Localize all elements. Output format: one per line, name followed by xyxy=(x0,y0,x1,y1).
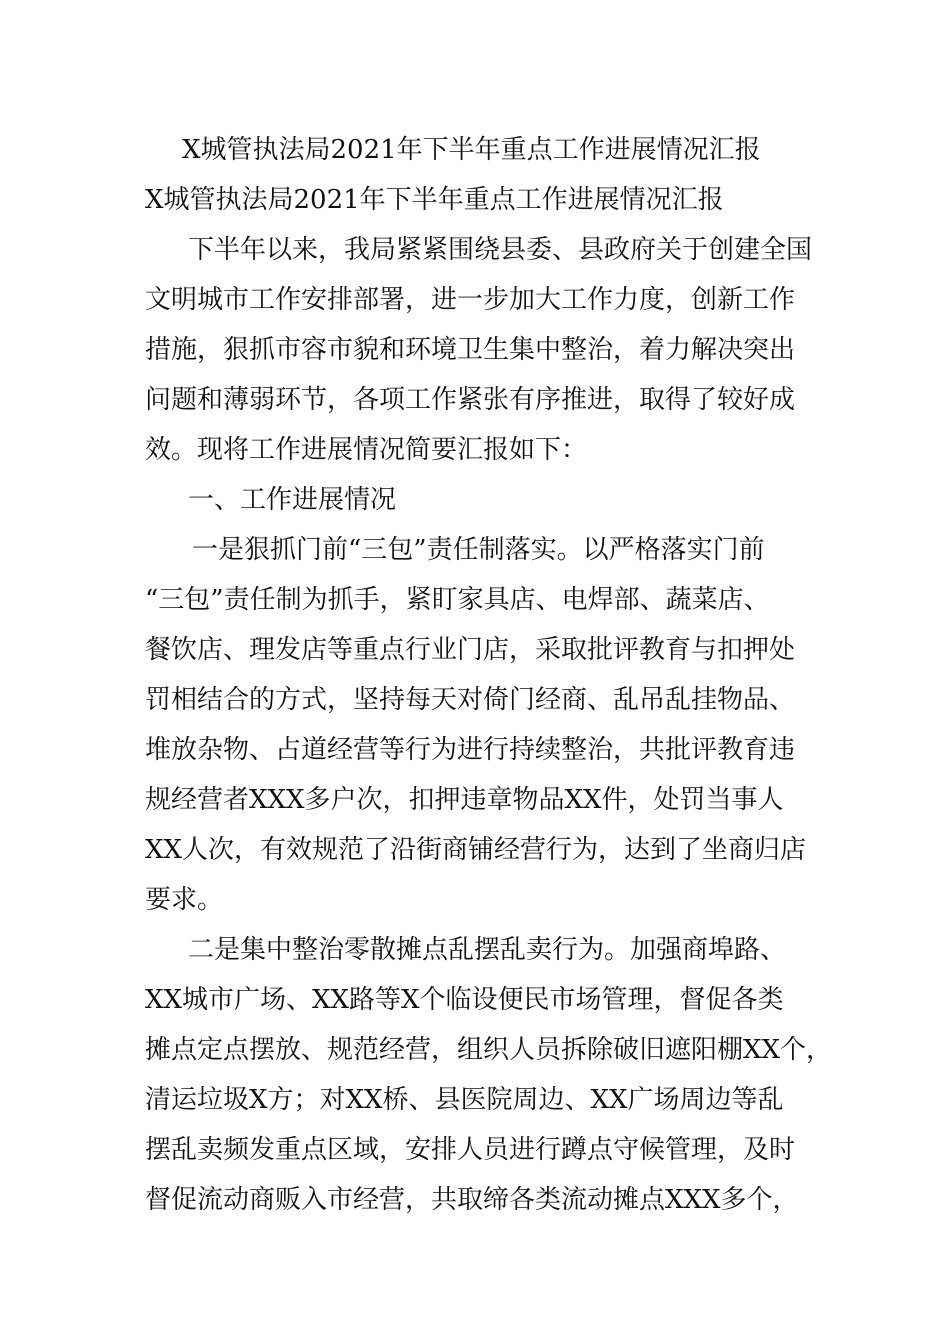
text-line: 问题和薄弱环节，各项工作紧张有序推进，取得了较好成 xyxy=(145,385,796,415)
text-line: 堆放杂物、占道经营等行为进行持续整治，共批评教育违 xyxy=(145,735,796,765)
text-line: 摆乱卖频发重点区域，安排人员进行蹲点守候管理，及时 xyxy=(145,1135,796,1165)
text-line: 要求。 xyxy=(145,885,224,915)
text-line: XX人次，有效规范了沿街商铺经营行为，达到了坐商归店 xyxy=(145,835,807,865)
text-line: 文明城市工作安排部署，进一步加大工作力度，创新工作 xyxy=(145,285,796,315)
text-line: 罚相结合的方式，坚持每天对倚门经商、乱吊乱挂物品、 xyxy=(145,685,796,715)
document-title: X城管执法局2021年下半年重点工作进展情况汇报 xyxy=(182,135,761,165)
section-heading: 一、工作进展情况 xyxy=(188,485,397,515)
text-line: 效。现将工作进展情况简要汇报如下： xyxy=(145,435,588,465)
text-line: 餐饮店、理发店等重点行业门店，采取批评教育与扣押处 xyxy=(145,635,796,665)
document-subtitle: X城管执法局2021年下半年重点工作进展情况汇报 xyxy=(145,185,724,215)
text-line: 清运垃圾X方；对XX桥、县医院周边、XX广场周边等乱 xyxy=(145,1085,784,1115)
text-line: 摊点定点摆放、规范经营，组织人员拆除破旧遮阳棚XX个， xyxy=(145,1035,833,1065)
text-line: 二是集中整治零散摊点乱摆乱卖行为。加强商埠路、 xyxy=(188,935,787,965)
text-line: 督促流动商贩入市经营，共取缔各类流动摊点XXX多个， xyxy=(145,1185,799,1215)
text-line: “三包”责任制为抓手，紧盯家具店、电焊部、蔬菜店、 xyxy=(145,585,770,615)
text-line: 一是狠抓门前“三包”责任制落实。以严格落实门前 xyxy=(192,535,765,565)
text-line: 规经营者XXX多户次，扣押违章物品XX件，处罚当事人 xyxy=(145,785,784,815)
text-line: XX城市广场、XX路等X个临设便民市场管理，督促各类 xyxy=(145,985,784,1015)
text-line: 措施，狠抓市容市貌和环境卫生集中整治，着力解决突出 xyxy=(145,335,796,365)
text-line: 下半年以来，我局紧紧围绕县委、县政府关于创建全国 xyxy=(188,235,813,265)
